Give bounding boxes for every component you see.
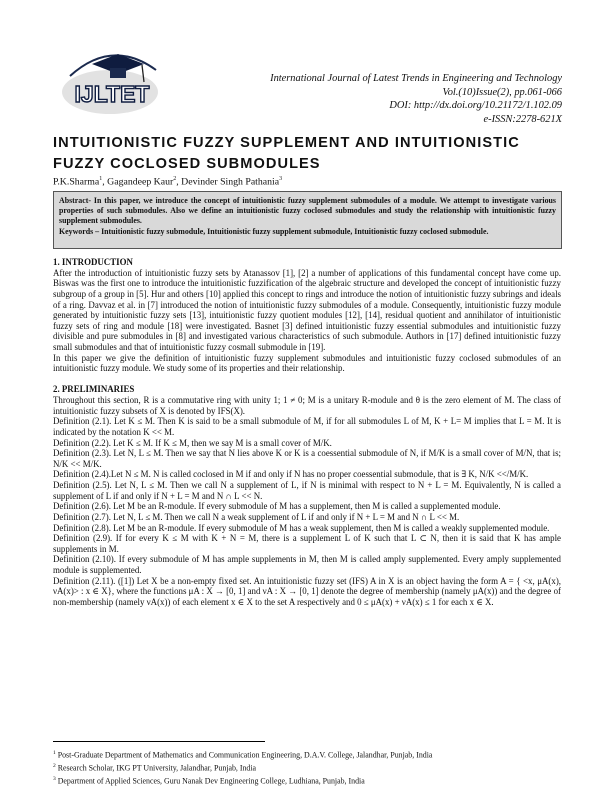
definition: Definition (2.2). Let K ≤ M. If K ≤ M, then we say M is a small cover of M/K. <box>53 437 332 448</box>
section-heading: 1. INTRODUCTION <box>53 257 133 267</box>
footnote: $^3$ Department of Applied Sciences, Guru Nanak Dev Engineering College, Ludhiana, Punjab, India <box>53 776 365 786</box>
journal-doi[interactable]: DOI: http://dx.doi.org/10.21172/1.102.09 <box>389 100 562 112</box>
author-name: P.K.Sharma <box>53 176 100 188</box>
author-affiliation-mark: 1 <box>99 176 103 182</box>
definition: Definition (2.7). Let N, L ≤ M. Then we call N a weak supplement of L if and only if N + L = M and N ∩ L << M. <box>53 511 460 522</box>
journal-issn: e-ISSN:2278-621X <box>483 113 562 125</box>
definition: Definition (2.6). Let M be an R-module. If every submodule of M has a supplement, then M is called a supplemented module. <box>53 501 501 512</box>
logo-icon <box>52 36 172 124</box>
author-name: , Devinder Singh Pathania <box>176 176 280 188</box>
journal-volume: Vol.(10)Issue(2), pp.061-066 <box>442 86 562 98</box>
paragraph: After the introduction of intuitionistic fuzzy sets by Atanassov [1], [2] a number of applications of this fundamental concept have come up. Biswas was the first one to introduce the intuitionistic fuzzification of the algebraic structure and developed the concept of intuitionistic fuzzy subgroup of a group in [5]. Hur and others [10] applied this concept to rings and introduce the notion of intuitionistic fuzzy subrings and ideals of a ring. Davvaz et al. in [7] introduced the notion of intuitionistic fuzzy submodules of a module. Consequently, intuitionistic fuzzy module generated by intuitionistic fuzzy sets [13], intuitionistic fuzzy quotient modules [12], [14], residual quotient and annihilator of intuitionistic fuzzy sets of ring and module [18] were investigated. Basnet [3] defined intuitionistic fuzzy essential submodules and intuitionistic fuzzy divisible and pure submodules in [8] and investigated various characteristics of such submodule. Authors in [17] defined intuitionistic fuzzy small submodules and that of intuitionistic fuzzy cosmall submodule in [19]. <box>53 267 561 352</box>
abstract-text: Abstract- In this paper, we introduce the concept of intuitionistic fuzzy supplement submodules of a module. We attempt to investigate various properties of such submodules. Also we define an intuitionistic fuzzy coclosed submodules and study the relationship with intuitionistic fuzzy supplement submodules. <box>59 196 556 226</box>
author-list <box>53 176 282 187</box>
definition: Definition (2.10). If every submodule of M has ample supplements in M, then M is called amply supplemented. Every amply supplemented module is supplemented. <box>53 554 561 576</box>
definition: Definition (2.1). Let K ≤ M. Then K is said to be a small submodule of M, if for all submodules L of M, K + L= M implies that L = M. It is indicated by the notation K << M. <box>53 416 561 437</box>
keywords-text: Keywords – Intuitionistic fuzzy submodule, Intuitionistic fuzzy supplement submodule, Intuitionistic fuzzy coclosed submodule. <box>59 226 489 236</box>
paper-title: INTUITIONISTIC FUZZY SUPPLEMENT AND INTUITIONISTIC FUZZY COCLOSED SUBMODULES <box>53 135 520 172</box>
footnote: $^1$ Post-Graduate Department of Mathematics and Communication Engineering, D.A.V. College, Jalandhar, Punjab, India <box>53 750 433 760</box>
footnote: $^2$ Research Scholar, IKG PT University, Jalandhar, Punjab, India <box>53 763 257 773</box>
abstract-box <box>53 191 562 249</box>
paragraph: In this paper we give the definition of intuitionistic fuzzy supplement submodules and intuitionistic fuzzy coclosed submodules of an intuitionistic fuzzy module. We study some of its properties and their relationship. <box>53 352 561 374</box>
footnote-divider <box>53 741 265 742</box>
paragraph: Throughout this section, R is a commutative ring with unity 1; 1 ≠ 0; M is a unitary R-module and θ is the zero element of M. The class of intuitionistic fuzzy subsets of X is denoted by IFS(X). <box>53 395 561 416</box>
definition: Definition (2.5). Let N, L ≤ M. Then we call N a supplement of L, if N is minimal with respect to N + L = M. Equivalently, N is called a supplement of L if and only if N + L = M and N ∩ L << N. <box>53 480 561 501</box>
definition: Definition (2.9). If for every K ≤ M with K + N = M, there is a supplement L of K such that L ⊂ N, then it is said that K has ample supplements in M. <box>53 533 561 554</box>
author-name: , Gagandeep Kaur <box>102 176 174 188</box>
journal-logo <box>52 36 172 124</box>
paper-body <box>53 257 561 608</box>
footnotes <box>53 748 432 787</box>
definition: Definition (2.8). Let M be an R-module. If every submodule of M has a weak supplement, then M is called a weakly supplemented module. <box>53 522 550 533</box>
journal-header <box>270 72 562 126</box>
section-heading: 2. PRELIMINARIES <box>53 384 135 395</box>
author-affiliation-mark: 3 <box>279 176 283 182</box>
journal-name: International Journal of Latest Trends in Engineering and Technology <box>270 73 562 84</box>
logo-text: IJLTET <box>74 81 150 107</box>
author-affiliation-mark: 2 <box>173 176 177 182</box>
definition: Definition (2.4).Let N ≤ M. N is called coclosed in M if and only if N has no proper coessential submodule, that is ∃ K, N/K <</M/K. <box>53 469 529 480</box>
definition: Definition (2.3). Let N, L ≤ M. Then we say that N lies above K or K is a coessential submodule of N, if M/K is a small cover of M/N, that is; N/K << M/K. <box>53 448 561 469</box>
definition: Definition (2.11). ([1]) Let X be a non-empty fixed set. An intuitionistic fuzzy set (IFS) A in X is an object having the form A = { <x, μA(x), νA(x)> : x ∈ X}, where the functions μA : X → [0, 1] and νA : X → [0, 1] denote the degree of membership (namely μA(x)) and the degree of non-membership (namely νA(x)) of each element x ∈ X to the set A respectively and 0 ≤ μA(x) + νA(x) ≤ 1 for each x ∈ X. <box>53 575 561 607</box>
